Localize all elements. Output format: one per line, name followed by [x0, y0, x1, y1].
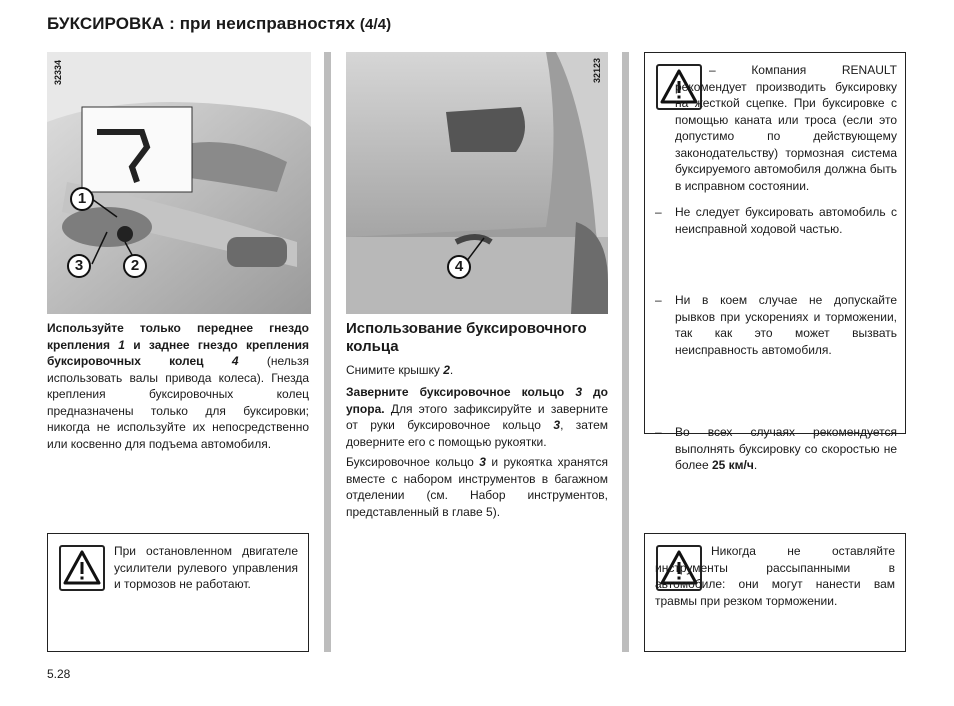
- col2-paragraph-2: Заверните буксировочное кольцо 3 до упора. Для этого зафиксируйте и заверните от руки буксировочное кольцо 3, затем доверните его с помощью рукоятки.: [346, 385, 609, 449]
- col2-paragraph-3: Буксировочное кольцо 3 и рукоятка хранятся вместе с набором инструментов в багажном отделении (см. Набор инструментов, представленный в главе 5).: [346, 455, 608, 519]
- warning-box-1: [47, 533, 309, 652]
- photo-code: 32334: [53, 60, 63, 86]
- page-number: 5.28: [47, 667, 71, 681]
- warning-item-3: – Ни в коем случае не допускайте рывков при ускорениях и торможении, так как это может вызвать неисправность автомобиля.: [655, 293, 897, 357]
- column-separator-2: [622, 52, 629, 652]
- callout-2: 2: [123, 254, 147, 278]
- warning-item-1: – Компания RENAULT рекомендует производить буксировку на жесткой сцепке. При буксировке с помощью каната или троса (если это допустимо по действующему законодательству) тормозная система буксируемого автомобиля должна быть в исправном состоянии.: [675, 63, 897, 193]
- title-text: БУКСИРОВКА : при неисправностях: [47, 14, 356, 33]
- section-heading: Использование буксировочного кольца: [346, 320, 587, 355]
- col1-paragraph: Используйте только переднее гнездо крепления 1 и заднее гнездо крепления буксировочных колец 4 (нельзя использовать валы привода колеса). Гнезда крепления буксировочных колец предназначены только для буксировки; никогда не используйте их непосредственно или косвенно для подъема автомобиля.: [47, 321, 309, 451]
- photo-code: 32123: [592, 58, 602, 84]
- column-separator-1: [324, 52, 331, 652]
- warning-text-3: Никогда не оставляйте инструменты рассыпанными в автомобиле: они могут нанести вам травмы при резком торможении.: [655, 544, 895, 608]
- title-part: (4/4): [359, 16, 392, 33]
- front-car-photo: [47, 52, 311, 314]
- warning-box-2: [644, 52, 906, 472]
- callout-4: 4: [447, 255, 471, 279]
- page-title: [47, 14, 391, 34]
- warning-triangle-icon: [59, 545, 105, 591]
- warning-item-4: – Во всех случаях рекомендуется выполнять буксировку со скоростью не более 25 км/ч.: [655, 425, 897, 472]
- warning-item-2: – Не следует буксировать автомобиль с неисправной ходовой частью.: [655, 205, 897, 236]
- warning-text-1: При остановленном двигателе усилители рулевого управления и тормозов не работают.: [114, 544, 298, 591]
- rear-car-photo: [346, 52, 608, 314]
- callout-1: 1: [70, 187, 94, 211]
- warning-box-3: [644, 533, 906, 652]
- callout-3: 3: [67, 254, 91, 278]
- col2-paragraph-1: Снимите крышку 2.: [346, 363, 454, 377]
